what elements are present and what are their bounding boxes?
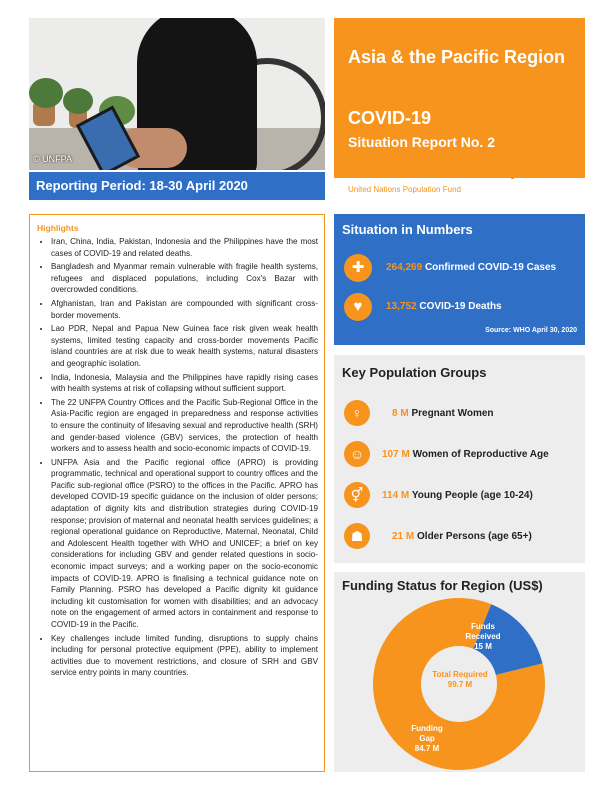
gap-value: 84.7 M — [414, 744, 440, 753]
list-item: • The 22 UNFPA Country Offices and the Pacific Sub-Regional Office in the Asia-Pacific region are engaged in preparedness and response activities to ensure the continuity of lifesaving sexual and reproductive health (SRH) and gender-based violence (GBV) services, the protection of health workers and to assess health and socio-economic impacts of COVID-19. — [51, 397, 318, 455]
list-item: • UNFPA Asia and the Pacific regional office (APRO) is providing programmatic, technical and operational support to country offices and the Pacific sub-regional office (PSRO) to the offices in the Pacific. APRO has developed COVID-19 specific guidance on the inclusion of older persons; adaptation of dignity kits and distribution strategies during COVID-19 response; provision of maternal and neonatal health services guidelines; a regional operational guidance on Reproductive, Maternal, Neonatal, Child and Adolescent Health together with WHO and UNICEF; a brief on key considerations for including GBV and gender related questions in socio-economic impact surveys; and a working paper on the socio-economic impacts of COVID-19. APRO is finalising a technical guidance note on Family Planning. PSRO has developed a Pacific dignity kit guidance including kit customisation for women with disabilities; and an advocacy note on the engagement of armed actors in containment and response to COVID-19 in the Pacific. — [51, 457, 318, 631]
cases-label: Confirmed COVID-19 Cases — [424, 262, 557, 273]
list-item: • Iran, China, India, Pakistan, Indonesia and the Philippines have the most cases of COVID-19 and related deaths. — [51, 236, 318, 259]
reporting-period: Reporting Period: 18-30 April 2020 — [29, 172, 325, 200]
list-item: • Afghanistan, Iran and Pakistan are compounded with significant cross-border movements. — [51, 298, 318, 321]
photo-plant — [63, 88, 93, 114]
list-item: • Bangladesh and Myanmar remain vulnerable with fragile health systems, refugees and displaced populations, including Cox's Bazar with overcrowded conditions. — [51, 261, 318, 296]
received-label: Funds Received — [465, 622, 501, 641]
unfpa-globe-icon: ✱ — [505, 163, 521, 183]
covid-title: COVID-19 — [348, 108, 432, 128]
header-photo — [29, 18, 325, 170]
hands-woman-icon: ☺ — [344, 441, 370, 467]
deaths-row — [344, 293, 584, 323]
photo-credit: © UNFPA — [33, 154, 72, 164]
key-group-label: Older Persons (age 65+) — [417, 531, 532, 542]
total-value: 99.7 M — [447, 680, 473, 689]
situation-title: Situation in Numbers — [342, 222, 473, 237]
deaths-label: COVID-19 Deaths — [419, 301, 502, 312]
key-groups-title: Key Population Groups — [342, 365, 487, 380]
cases-number: 264,269 — [386, 262, 423, 273]
highlights-title: Highlights — [37, 223, 79, 233]
heartbeat-icon: ♥ — [344, 293, 372, 321]
key-group-number: 114 M — [382, 490, 410, 501]
funding-title: Funding Status for Region (US$) — [342, 578, 543, 593]
funding-panel — [334, 572, 585, 772]
key-group-number: 107 M — [382, 449, 410, 460]
list-item: • India, Indonesia, Malaysia and the Philippines have rapidly rising cases with health systems at risk of collapsing without sufficient support. — [51, 372, 318, 395]
gender-symbol-icon: ⚥ — [344, 482, 370, 508]
situation-panel — [334, 214, 585, 345]
title-block — [334, 18, 585, 178]
cases-text — [386, 262, 556, 273]
received-label-block — [462, 622, 504, 652]
key-group-row — [344, 482, 584, 510]
list-item: • Key challenges include limited funding, disruptions to supply chains including for personal protective equipment (PPE), ability to implement activities due to movement restrictions, and closure of SRH and GBV service entry points in many countries. — [51, 633, 318, 679]
region-title: Asia & the Pacific Region — [348, 47, 566, 67]
key-groups-panel — [334, 355, 585, 563]
key-group-label: Women of Reproductive Age — [412, 449, 549, 460]
gap-label-block — [404, 724, 450, 754]
medical-kit-icon: ✚ — [344, 254, 372, 282]
key-group-number: 21 M — [392, 531, 415, 542]
pregnant-woman-icon: ♀ — [344, 400, 370, 426]
key-group-label: Young People (age 10-24) — [411, 490, 533, 501]
unfpa-logo — [505, 162, 585, 184]
situation-source: Source: WHO April 30, 2020 — [485, 327, 577, 334]
list-item: • Lao PDR, Nepal and Papua New Guinea face risk given weak health systems, limited testing capacity and cross-border movements Pacific island countries are at risk due to weak health systems, natural disasters and geographic isolation. — [51, 323, 318, 369]
received-value: 15 M — [474, 642, 492, 651]
key-group-number: 8 M — [392, 408, 409, 419]
key-group-row — [344, 523, 584, 551]
logo-text: UNFPA — [527, 164, 578, 181]
cases-row — [344, 254, 584, 284]
photo-plant — [29, 78, 63, 108]
gap-label: Funding Gap — [411, 724, 443, 743]
key-group-row — [344, 400, 584, 428]
sitrep-title: Situation Report No. 2 — [348, 134, 495, 150]
key-group-row — [344, 441, 584, 469]
highlights-box — [29, 214, 325, 772]
highlights-list — [37, 236, 318, 679]
key-group-text — [392, 531, 532, 542]
key-group-label: Pregnant Women — [411, 408, 494, 419]
deaths-number: 13,752 — [386, 301, 417, 312]
key-group-text — [382, 449, 549, 460]
deaths-text — [386, 301, 502, 312]
total-label: Total Required — [432, 670, 488, 679]
total-label-block — [432, 670, 488, 690]
org-name: United Nations Population Fund — [348, 185, 461, 194]
elderly-person-icon: ☗ — [344, 523, 370, 549]
key-group-text — [392, 408, 494, 419]
key-group-text — [382, 490, 533, 501]
